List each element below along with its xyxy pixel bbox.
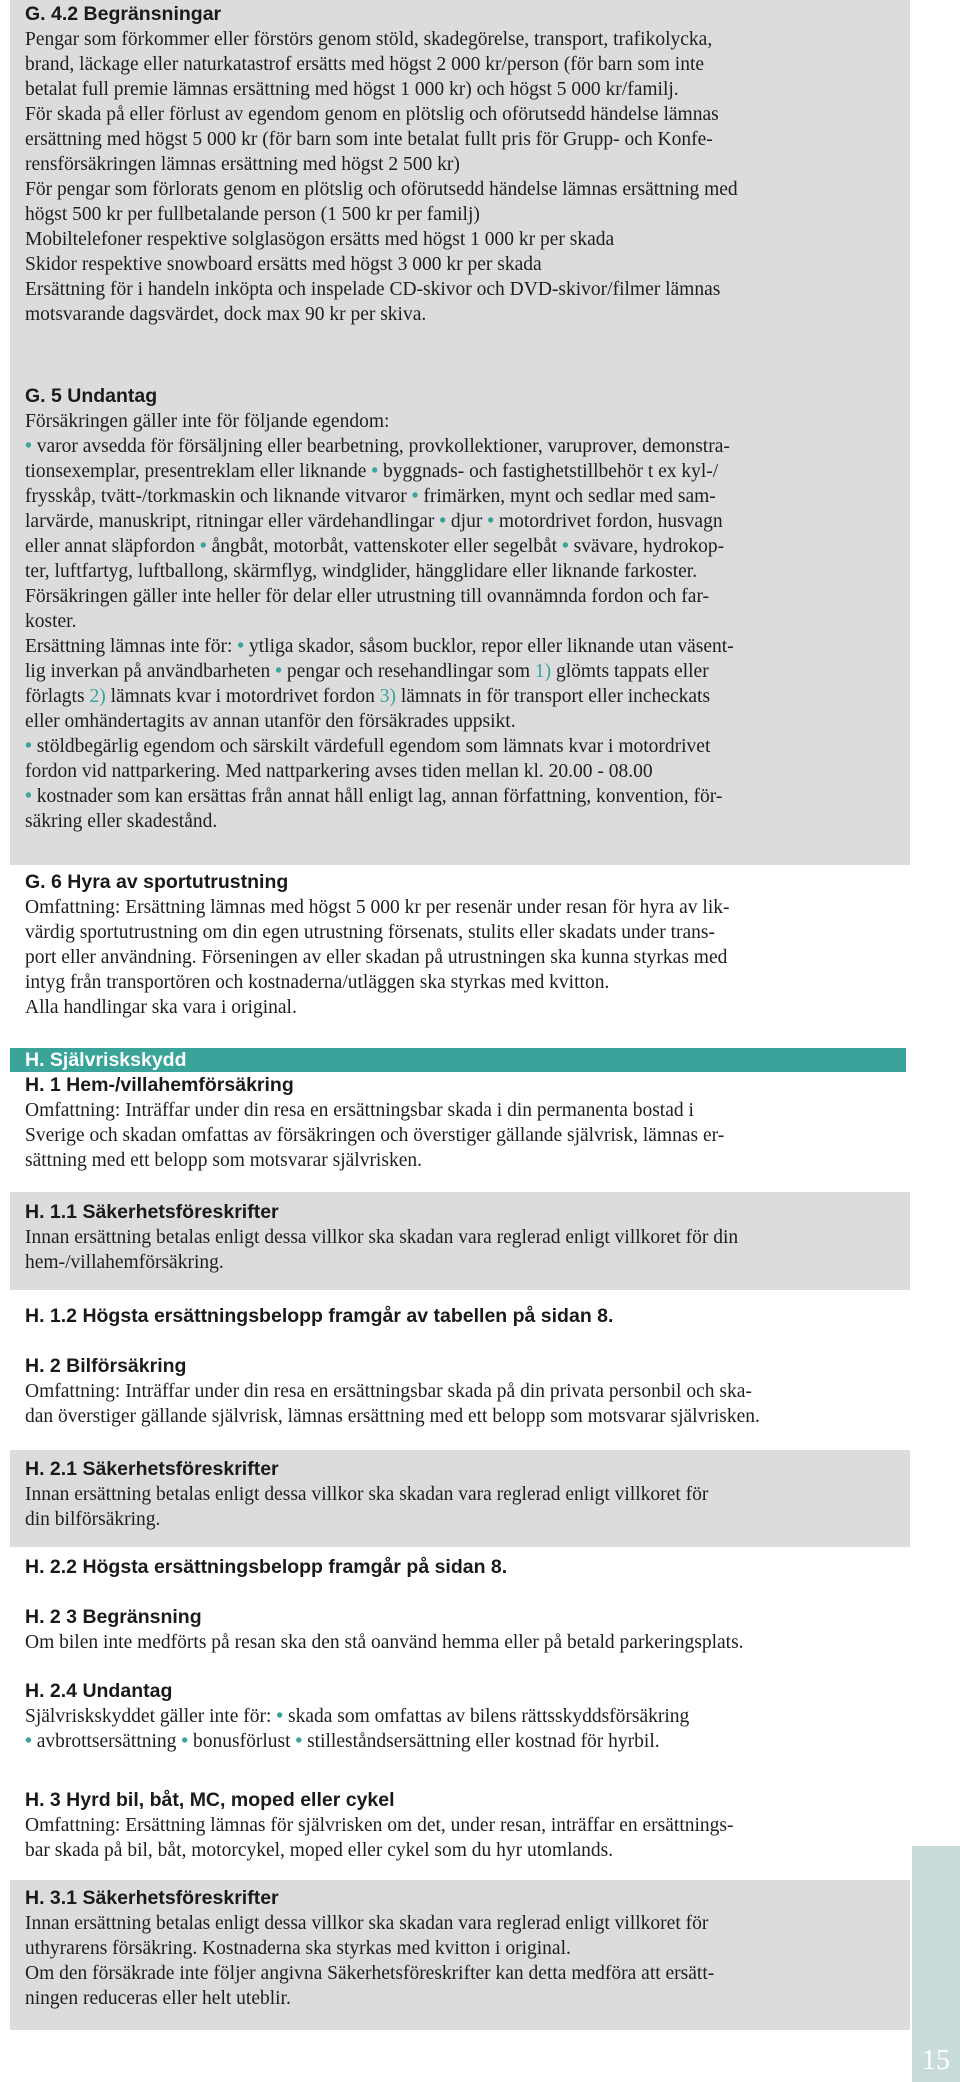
section-heading: G. 4.2 Begränsningar: [25, 3, 222, 25]
text-line: koster.: [25, 611, 77, 632]
page-number: 15: [922, 2045, 950, 2076]
text-run: varor avsedda för försäljning eller bearbetning, provkollektioner, varuprover, demonstra-: [36, 436, 730, 457]
text-run: tionsexemplar, presentreklam eller liknande: [25, 461, 367, 482]
text-line: Omfattning: Ersättning lämnas för självrisken om det, under resan, inträffar en ersättnings-: [25, 1815, 734, 1836]
bullet-icon: •: [25, 736, 32, 757]
text-run: stöldbegärlig egendom och särskilt värdefull egendom som lämnats kvar i motordrivet: [36, 736, 711, 757]
text-line: rensförsäkringen lämnas ersättning med högst 2 500 kr): [25, 154, 460, 175]
text-line: För pengar som förlorats genom en plötslig och oförutsedd händelse lämnas ersättning med: [25, 179, 738, 200]
text-line: intyg från transportören och kostnaderna/utläggen ska styrkas med kvitton.: [25, 972, 610, 993]
text-line: motsvarande dagsvärdet, dock max 90 kr per skiva.: [25, 304, 427, 325]
text-run: glömts tappats eller: [555, 661, 709, 682]
text-line: [25, 659, 895, 684]
bullet-icon: •: [25, 1731, 32, 1752]
item-number: 2): [89, 686, 106, 707]
section-body: [25, 1482, 895, 1532]
item-number: 1): [534, 661, 552, 682]
section-heading: H. 2.2 Högsta ersättningsbelopp framgår på sidan 8.: [25, 1556, 508, 1578]
text-run: ångbåt, motorbåt, vattenskoter eller segelbåt: [211, 536, 558, 557]
bullet-icon: •: [276, 1706, 284, 1727]
text-run: eller annat släpfordon: [25, 536, 196, 557]
bullet-icon: •: [295, 1731, 303, 1752]
section-heading: G. 5 Undantag: [25, 385, 158, 407]
bullet-icon: •: [439, 511, 447, 532]
text-line: Innan ersättning betalas enligt dessa villkor ska skadan vara reglerad enligt villkoret för: [25, 1484, 709, 1505]
section-h3: [10, 1780, 910, 1880]
text-run: lämnats in för transport eller incheckats: [400, 686, 711, 707]
text-line: din bilförsäkring.: [25, 1509, 161, 1530]
text-line: Omfattning: Inträffar under din resa en ersättningsbar skada i din permanenta bostad i: [25, 1100, 694, 1121]
section-heading: H. 2.4 Undantag: [25, 1680, 173, 1702]
bullet-icon: •: [181, 1731, 189, 1752]
bullet-icon: •: [487, 511, 495, 532]
text-run: skada som omfattas av bilens rättsskyddsförsäkring: [288, 1706, 690, 1727]
text-run: djur: [450, 511, 483, 532]
text-line: [25, 734, 895, 759]
text-line: säkring eller skadestånd.: [25, 811, 218, 832]
section-h1: [10, 1072, 910, 1192]
text-line: [25, 1704, 895, 1729]
section-h22-h24: [10, 1547, 910, 1802]
text-line: [25, 509, 895, 534]
text-run: lig inverkan på användbarheten: [25, 661, 271, 682]
bullet-icon: •: [275, 661, 282, 682]
section-heading: H. 2 Bilförsäkring: [25, 1355, 187, 1377]
text-run: lämnats kvar i motordrivet fordon: [110, 686, 375, 707]
section-heading: H. 1.2 Högsta ersättningsbelopp framgår av tabellen på sidan 8.: [25, 1305, 614, 1327]
text-run: motordrivet fordon, husvagn: [498, 511, 723, 532]
section-body: [25, 1379, 895, 1429]
section-heading: H. 2.1 Säkerhetsföreskrifter: [25, 1458, 279, 1480]
text-line: [25, 634, 895, 659]
text-line: betalat full premie lämnas ersättning med högst 1 000 kr) och högst 5 000 kr/familj.: [25, 79, 679, 100]
text-line: [25, 534, 895, 559]
text-line: [25, 684, 895, 709]
text-line: värdig sportutrustning om din egen utrustning försenats, stulits eller skadats under trans-: [25, 922, 715, 943]
text-line: Om bilen inte medförts på resan ska den stå oanvänd hemma eller på betald parkeringsplats.: [25, 1632, 744, 1653]
section-heading: H. 2 3 Begränsning: [25, 1606, 202, 1628]
section-g42: [10, 0, 910, 368]
section-body: [25, 1630, 895, 1655]
section-heading: H. 1.1 Säkerhetsföreskrifter: [25, 1201, 279, 1223]
section-g5: [10, 368, 910, 865]
bullet-icon: •: [411, 486, 419, 507]
section-body: [25, 409, 895, 834]
section-body: [25, 1704, 895, 1754]
text-line: dan överstiger gällande självrisk, lämnas ersättning med ett belopp som motsvarar självrisken.: [25, 1406, 760, 1427]
text-run: Självriskskyddet gäller inte för:: [25, 1706, 272, 1727]
text-run: Ersättning lämnas inte för:: [25, 636, 233, 657]
bullet-icon: •: [25, 436, 32, 457]
text-line: [25, 459, 895, 484]
text-line: Alla handlingar ska vara i original.: [25, 997, 297, 1018]
section-g6: [10, 865, 910, 1045]
text-line: Försäkringen gäller inte för följande egendom:: [25, 411, 390, 432]
text-run: avbrottsersättning: [36, 1731, 177, 1752]
text-run: frimärken, mynt och sedlar med sam-: [423, 486, 716, 507]
text-line: [25, 484, 895, 509]
text-run: frysskåp, tvätt-/torkmaskin och liknande vitvaror: [25, 486, 407, 507]
text-line: [25, 784, 895, 809]
bullet-icon: •: [561, 536, 569, 557]
text-line: sättning med ett belopp som motsvarar självrisken.: [25, 1150, 422, 1171]
right-margin: [912, 0, 960, 1846]
section-heading: H. 3 Hyrd bil, båt, MC, moped eller cykel: [25, 1789, 395, 1811]
text-run: larvärde, manuskript, ritningar eller värdehandlingar: [25, 511, 435, 532]
text-line: Omfattning: Inträffar under din resa en ersättningsbar skada på din privata personbil och ska-: [25, 1381, 752, 1402]
section-body: [25, 1911, 895, 2011]
text-line: För skada på eller förlust av egendom genom en plötslig och oförutsedd händelse lämnas: [25, 104, 719, 125]
section-heading: H. 3.1 Säkerhetsföreskrifter: [25, 1887, 279, 1909]
section-heading: G. 6 Hyra av sportutrustning: [25, 871, 289, 893]
text-line: högst 500 kr per fullbetalande person (1 500 kr per familj): [25, 204, 480, 225]
text-line: eller omhändertagits av annan utanför den försäkrades uppsikt.: [25, 711, 516, 732]
text-line: Omfattning: Ersättning lämnas med högst 5 000 kr per resenär under resan för hyra av lik-: [25, 897, 730, 918]
section-h21: [10, 1450, 910, 1547]
text-line: Innan ersättning betalas enligt dessa villkor ska skadan vara reglerad enligt villkoret för din: [25, 1227, 739, 1248]
section-body: [25, 1813, 895, 1863]
section-h11: [10, 1192, 910, 1290]
text-run: ytliga skador, såsom bucklor, repor eller liknande utan väsent-: [249, 636, 734, 657]
bullet-icon: •: [199, 536, 207, 557]
text-line: Skidor respektive snowboard ersätts med högst 3 000 kr per skada: [25, 254, 542, 275]
text-run: stilleståndsersättning eller kostnad för hyrbil.: [307, 1731, 660, 1752]
text-run: pengar och resehandlingar som: [286, 661, 530, 682]
section-body: [25, 1098, 895, 1173]
section-body: [25, 27, 895, 327]
text-line: Pengar som förkommer eller förstörs genom stöld, skadegörelse, transport, trafikolycka,: [25, 29, 713, 50]
bullet-icon: •: [237, 636, 245, 657]
text-line: ningen reduceras eller helt uteblir.: [25, 1988, 291, 2009]
section-body: [25, 895, 895, 1020]
text-line: Mobiltelefoner respektive solglasögon ersätts med högst 1 000 kr per skada: [25, 229, 615, 250]
text-line: Sverige och skadan omfattas av försäkringen och överstiger gällande självrisk, lämnas er-: [25, 1125, 725, 1146]
text-line: port eller användning. Förseningen av eller skadan på utrustningen ska kunna styrkas med: [25, 947, 728, 968]
text-run: förlagts: [25, 686, 85, 707]
text-line: ter, luftfartyg, luftballong, skärmflyg, windglider, hängglidare eller liknande farkoster.: [25, 561, 698, 582]
text-line: [25, 434, 895, 459]
text-line: Innan ersättning betalas enligt dessa villkor ska skadan vara reglerad enligt villkoret för: [25, 1913, 709, 1934]
text-run: svävare, hydrokop-: [573, 536, 725, 557]
text-run: bonusförlust: [193, 1731, 291, 1752]
text-run: kostnader som kan ersättas från annat håll enligt lag, annan författning, konvention, för-: [36, 786, 723, 807]
text-line: uthyrarens försäkring. Kostnaderna ska styrkas med kvitton i original.: [25, 1938, 571, 1959]
section-title-bar: H. Självriskskydd: [10, 1048, 906, 1072]
text-line: brand, läckage eller naturkatastrof ersätts med högst 2 000 kr/person (för barn som inte: [25, 54, 705, 75]
section-h12-h2: [10, 1290, 910, 1450]
text-line: [25, 1729, 895, 1754]
text-run: byggnads- och fastighetstillbehör t ex kyl-/: [383, 461, 719, 482]
text-line: hem-/villahemförsäkring.: [25, 1252, 224, 1273]
text-line: bar skada på bil, båt, motorcykel, moped eller cykel som du hyr utomlands.: [25, 1840, 614, 1861]
text-line: fordon vid nattparkering. Med nattparkering avses tiden mellan kl. 20.00 - 08.00: [25, 761, 653, 782]
text-line: Ersättning för i handeln inköpta och inspelade CD-skivor och DVD-skivor/filmer lämnas: [25, 279, 721, 300]
section-body: [25, 1225, 895, 1275]
text-line: Om den försäkrade inte följer angivna Säkerhetsföreskrifter kan detta medföra att ersätt-: [25, 1963, 715, 1984]
item-number: 3): [379, 686, 396, 707]
bullet-icon: •: [371, 461, 379, 482]
section-heading: H. 1 Hem-/villahemförsäkring: [25, 1074, 294, 1096]
section-h31: [10, 1880, 910, 2030]
bullet-icon: •: [25, 786, 32, 807]
text-line: ersättning med högst 5 000 kr (för barn som inte betalat fullt pris för Grupp- och Konfe-: [25, 129, 713, 150]
text-line: Försäkringen gäller inte heller för delar eller utrustning till ovannämnda fordon och far-: [25, 586, 710, 607]
